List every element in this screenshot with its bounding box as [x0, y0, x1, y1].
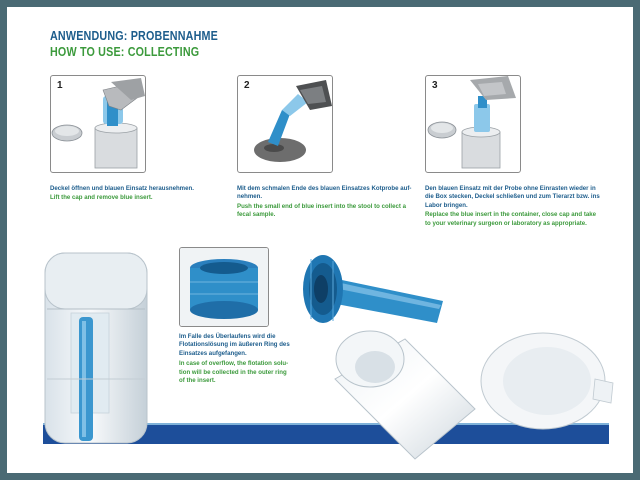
step-3-number: 3	[432, 80, 438, 91]
title-german: ANWENDUNG: PROBENNAHME	[50, 29, 219, 43]
step-3-illustration	[425, 75, 521, 173]
step-3-text-english-2: to your veterinary surgeon or laboratory as appropriate.	[425, 219, 587, 227]
step-2-text-english-1: Push the small end of blue insert into the stool to collect a	[237, 202, 406, 210]
overflow-note-english-1: In case of overflow, the flotation solu-	[179, 360, 289, 368]
closed-container-photo	[41, 243, 153, 449]
step-1-text-english: Lift the cap and remove blue insert.	[50, 194, 153, 202]
step-2-text-german-2: nehmen.	[237, 193, 263, 201]
step-1-text-german: Deckel öffnen und blauen Einsatz herausnehmen.	[50, 185, 194, 192]
overflow-note-german-3: Einsatzes aufgefangen.	[179, 349, 247, 357]
step-2-drawing	[238, 76, 332, 172]
overflow-note-english-2: tion will be collected in the outer ring	[179, 368, 287, 376]
step-2-text	[237, 185, 427, 220]
insert-closeup-drawing	[180, 248, 268, 326]
step-1-number: 1	[57, 80, 63, 91]
step-1-drawing	[51, 76, 145, 172]
open-container-photo	[325, 319, 615, 473]
step-3-text-german-3: Labor bringen.	[425, 201, 468, 209]
step-3-text	[425, 185, 615, 228]
instruction-sheet	[7, 7, 633, 473]
step-1-illustration	[50, 75, 146, 173]
step-3-text-german-1: Den blauen Einsatz mit der Probe ohne Einrasten wieder in	[425, 185, 596, 192]
overflow-note-english-3: of the insert.	[179, 377, 216, 385]
step-3-drawing	[426, 76, 520, 172]
overflow-note	[179, 333, 309, 385]
overflow-note-german-2: Flotationslösung im äußeren Ring des	[179, 341, 290, 349]
step-2-text-english-2: fecal sample.	[237, 211, 276, 219]
overflow-note-german-1: Im Falle des Überlaufens wird die	[179, 333, 276, 340]
title-english: HOW TO USE: COLLECTING	[50, 45, 200, 59]
step-3-text-english-1: Replace the blue insert in the container, close cap and take	[425, 211, 597, 219]
step-2-number: 2	[244, 80, 250, 91]
step-3-text-german-2: die Box stecken, Deckel schließen und zum Tierarzt bzw. ins	[425, 193, 600, 201]
step-1-text	[50, 185, 230, 203]
step-2-illustration	[237, 75, 333, 173]
insert-closeup	[179, 247, 269, 327]
step-2-text-german-1: Mit dem schmalen Ende des blauen Einsatzes Kotprobe auf-	[237, 185, 412, 192]
